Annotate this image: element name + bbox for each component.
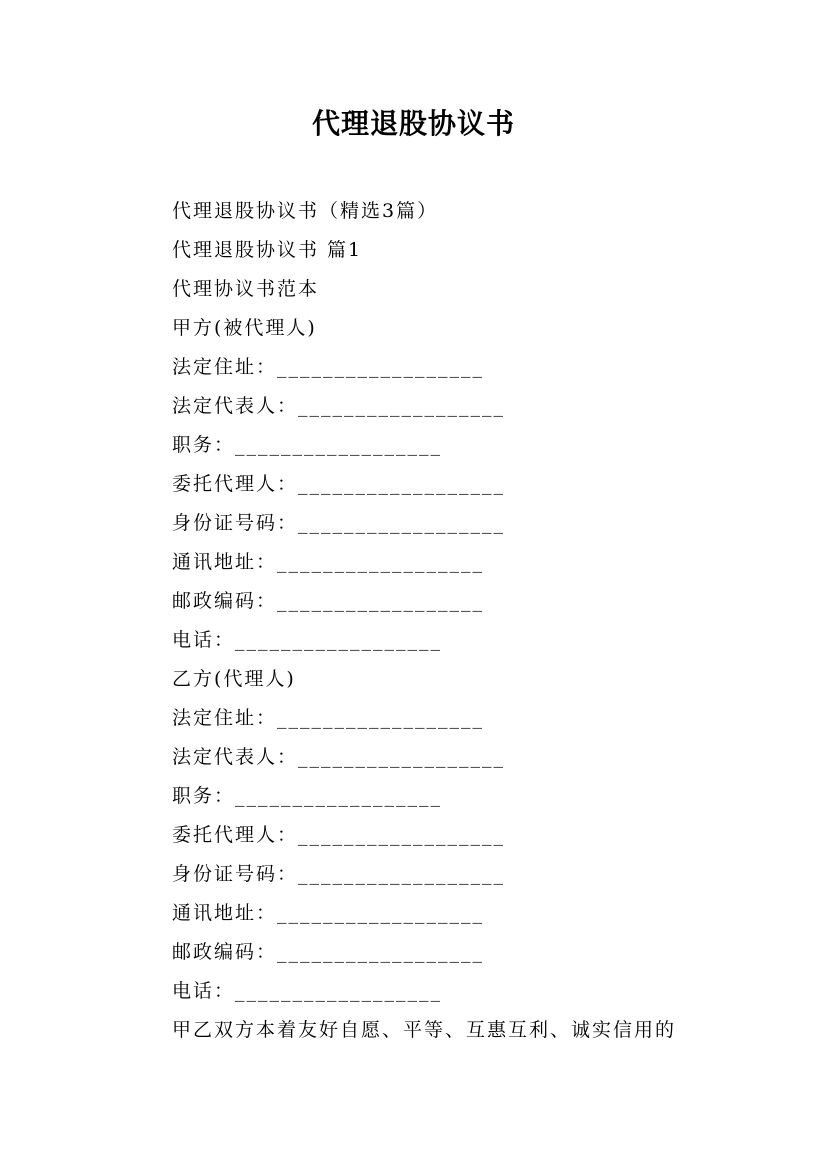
party-b-legal-rep-field: 法定代表人：__________________ (172, 746, 506, 768)
party-b-id-field: 身份证号码：__________________ (172, 863, 506, 885)
party-a-postcode-field: 邮政编码：__________________ (172, 590, 485, 612)
party-b-postcode-field: 邮政编码：__________________ (172, 941, 485, 963)
party-b-mail-address-field: 通讯地址：__________________ (172, 902, 485, 924)
party-a-id-field: 身份证号码：__________________ (172, 512, 506, 534)
party-a-agent-field: 委托代理人：__________________ (172, 473, 506, 495)
party-b-address-field: 法定住址：__________________ (172, 707, 485, 729)
section-heading: 代理退股协议书 篇1 (172, 239, 363, 261)
party-a-mail-address-field: 通讯地址：__________________ (172, 551, 485, 573)
party-b-phone-field: 电话：__________________ (172, 980, 443, 1002)
party-a-phone-field: 电话：__________________ (172, 629, 443, 651)
party-b-heading: 乙方(代理人) (172, 668, 296, 690)
template-heading: 代理协议书范本 (172, 278, 320, 300)
party-a-legal-rep-field: 法定代表人：__________________ (172, 395, 506, 417)
party-a-address-field: 法定住址：__________________ (172, 356, 485, 378)
subtitle-line: 代理退股协议书（精选3篇） (172, 200, 439, 222)
document-body (172, 195, 732, 1053)
party-b-agent-field: 委托代理人：__________________ (172, 824, 506, 846)
party-a-heading: 甲方(被代理人) (172, 317, 317, 339)
party-a-position-field: 职务：__________________ (172, 434, 443, 456)
agreement-paragraph: 甲乙双方本着友好自愿、平等、互惠互利、诚实信用的 (172, 1019, 677, 1041)
party-b-position-field: 职务：__________________ (172, 785, 443, 807)
document-title: 代理退股协议书 (311, 107, 515, 140)
